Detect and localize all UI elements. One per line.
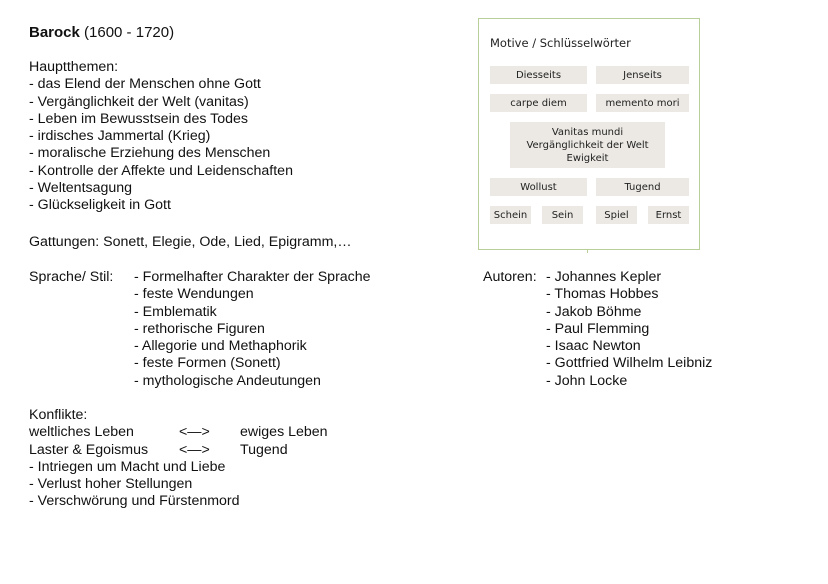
conflict-pair — [29, 424, 328, 441]
author-item: - Thomas Hobbes — [546, 286, 659, 303]
themes-item: - Glückseligkeit in Gott — [29, 197, 171, 214]
double-arrow-icon: <—> — [179, 441, 210, 458]
tag-spiel: Spiel — [596, 206, 637, 224]
conflicts-item: - Verschwörung und Fürstenmord — [29, 493, 240, 510]
themes-item: - Leben im Bewusstsein des Todes — [29, 110, 248, 127]
tag-vanitas — [510, 122, 665, 168]
page-title — [29, 24, 174, 41]
author-item: - Isaac Newton — [546, 338, 641, 355]
themes-item: - das Elend der Menschen ohne Gott — [29, 76, 261, 93]
author-item: - Gottfried Wilhelm Leibniz — [546, 355, 713, 372]
motives-box — [478, 18, 700, 250]
conflict-right: Tugend — [240, 441, 288, 458]
tag-jenseits: Jenseits — [596, 66, 689, 84]
genres-line: Gattungen: Sonett, Elegie, Ode, Lied, Epigramm,… — [29, 234, 352, 250]
tag-ernst: Ernst — [648, 206, 689, 224]
language-item: - rethorische Figuren — [134, 320, 265, 337]
language-list — [134, 269, 371, 390]
tag-diesseits: Diesseits — [490, 66, 587, 84]
author-item: - Johannes Kepler — [546, 269, 662, 285]
language-item: - feste Wendungen — [134, 286, 254, 303]
conflict-right: ewiges Leben — [240, 424, 328, 441]
tag-tugend: Tugend — [596, 178, 689, 196]
title-epoch: Barock — [29, 24, 80, 41]
motives-title: Motive / Schlüsselwörter — [490, 36, 631, 50]
themes-item: - Weltentsagung — [29, 180, 133, 197]
conflicts-section — [29, 407, 328, 511]
conflicts-item: - Intriegen um Macht und Liebe — [29, 458, 226, 475]
themes-item: - irdisches Jammertal (Krieg) — [29, 128, 211, 145]
themes-item: - Kontrolle der Affekte und Leidenschaften — [29, 162, 293, 179]
author-item: - Jakob Böhme — [546, 303, 642, 320]
language-label: Sprache/ Stil: — [29, 269, 114, 285]
authors-label: Autoren: — [483, 269, 537, 285]
authors-list — [546, 269, 712, 390]
author-item: - John Locke — [546, 372, 628, 389]
themes-item: - Vergänglichkeit der Welt (vanitas) — [29, 93, 249, 110]
conflict-left: Laster & Egoismus — [29, 441, 149, 458]
tag-vanitas-line: Ewigkeit — [566, 152, 609, 164]
conflict-left: weltliches Leben — [29, 424, 134, 441]
conflicts-item: - Verlust hoher Stellungen — [29, 476, 193, 493]
tag-memento-mori: memento mori — [596, 94, 689, 112]
tag-schein: Schein — [490, 206, 531, 224]
double-arrow-icon: <—> — [179, 424, 210, 441]
language-item: - Emblematik — [134, 303, 217, 320]
author-item: - Paul Flemming — [546, 320, 650, 337]
tag-vanitas-line: Vergänglichkeit der Welt — [526, 139, 649, 151]
box-divider — [587, 249, 588, 253]
language-item: - Formelhafter Charakter der Sprache — [134, 269, 371, 285]
title-years: (1600 - 1720) — [79, 24, 175, 41]
themes-item: - moralische Erziehung des Menschen — [29, 145, 271, 162]
conflict-pair — [29, 442, 328, 459]
tag-wollust: Wollust — [490, 178, 587, 196]
tag-carpe-diem: carpe diem — [490, 94, 587, 112]
language-item: - feste Formen (Sonett) — [134, 355, 281, 372]
language-item: - mythologische Andeutungen — [134, 372, 321, 389]
tag-vanitas-line: Vanitas mundi — [551, 126, 624, 138]
language-item: - Allegorie und Methaphorik — [134, 338, 307, 355]
themes-section — [29, 59, 293, 215]
tag-sein: Sein — [542, 206, 583, 224]
themes-heading: Hauptthemen: — [29, 59, 119, 75]
conflicts-heading: Konflikte: — [29, 407, 88, 423]
